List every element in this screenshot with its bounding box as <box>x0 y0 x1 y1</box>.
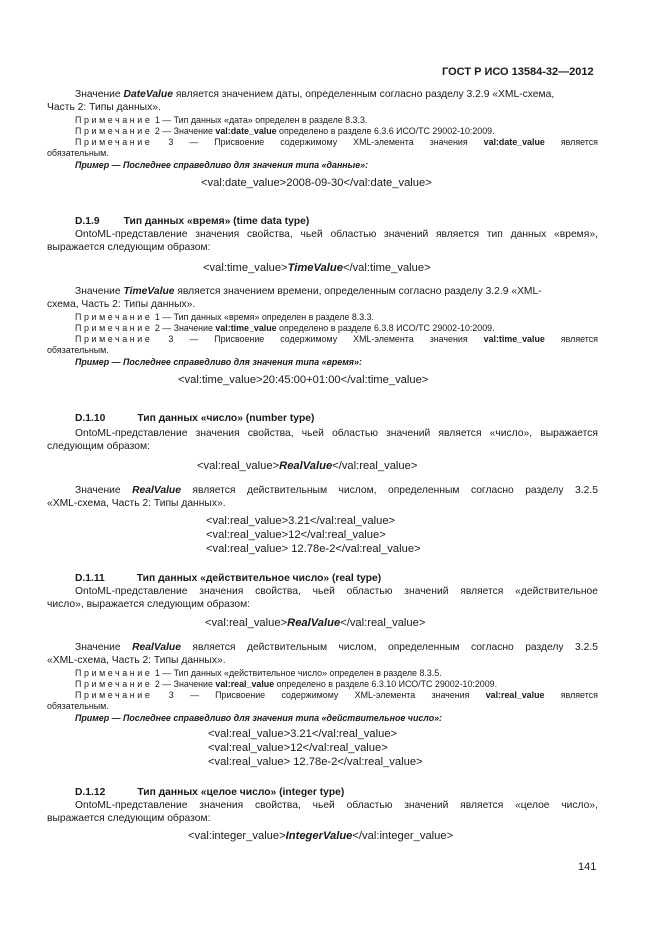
paragraph: OntoML-представление значения свойства, чьей областью значений является тип данных «время», <box>75 229 598 240</box>
paragraph-continuation: схема, Часть 2: Типы данных». <box>47 299 196 310</box>
note-1: Примечание 1 — Тип данных «действительное число» определен в разделе 8.3.5. <box>75 668 442 678</box>
paragraph-datevalue: Значение DateValue является значением даты, определенным согласно разделу 3.2.9 «XML-схема, <box>75 89 555 100</box>
term-realvalue: RealValue <box>132 642 181 653</box>
page-number: 141 <box>578 861 597 873</box>
example-label: Пример — Последнее справедливо для значения типа «время»: <box>75 357 362 367</box>
note-2: Примечание 2 — Значение val:time_value определено в разделе 6.3.8 ИСО/ТС 29002-10:2009. <box>75 323 495 333</box>
paragraph-timevalue: Значение TimeValue является значением времени, определенным согласно разделу 3.2.9 «XML- <box>75 286 542 297</box>
code-example-3: <val:real_value> 12.78e-2</val:real_value> <box>206 543 421 555</box>
note-2: Примечание 2 — Значение val:real_value определено в разделе 6.3.10 ИСО/ТС 29002-10:2009. <box>75 679 498 689</box>
paragraph: OntoML-представление значения свойства, чьей областью значений является «число», выражается <box>75 428 598 439</box>
paragraph-continuation: выражается следующим образом: <box>47 813 211 824</box>
term-datevalue: DateValue <box>123 89 173 100</box>
note-1: Примечание 1 — Тип данных «дата» определен в разделе 8.3.3. <box>75 115 368 125</box>
paragraph-continuation: следующим образом: <box>47 441 150 452</box>
code-example-3: <val:real_value> 12.78e-2</val:real_value> <box>208 756 423 768</box>
paragraph-realvalue: Значение RealValue является действительным числом, определенным согласно разделу 3.2.5 <box>75 485 598 496</box>
paragraph-continuation: выражается следующим образом: <box>47 242 211 253</box>
example-label: Пример — Последнее справедливо для значения типа «действительное число»: <box>75 713 443 723</box>
paragraph-realvalue: Значение RealValue является действительным числом, определенным согласно разделу 3.2.5 <box>75 642 598 653</box>
code-template: <val:integer_value>IntegerValue</val:integer_value> <box>188 830 454 842</box>
code-example-2: <val:real_value>12</val:real_value> <box>206 529 386 541</box>
paragraph: OntoML-представление значения свойства, чьей областью значений является «целое число», <box>75 800 598 811</box>
note-2: Примечание 2 — Значение val:date_value определено в разделе 6.3.6 ИСО/ТС 29002-10:2009. <box>75 126 495 136</box>
term-timevalue: TimeValue <box>123 286 175 297</box>
code-example: <val:time_value>20:45:00+01:00</val:time_value> <box>178 374 429 386</box>
note-3: Примечание 3 — Присвоение содержимому XML-элемента значения val:real_value является <box>75 690 598 700</box>
section-heading: D.1.10 Тип данных «число» (number type) <box>75 413 315 424</box>
paragraph: OntoML-представление значения свойства, чьей областью значений является «действительное <box>75 586 598 597</box>
code-example-2: <val:real_value>12</val:real_value> <box>208 742 388 754</box>
paragraph-continuation: Часть 2: Типы данных». <box>47 102 161 113</box>
code-template: <val:time_value>TimeValue</val:time_value> <box>203 262 431 274</box>
note-3: Примечание 3 — Присвоение содержимому XML-элемента значения val:time_value является <box>75 334 598 344</box>
paragraph-continuation: «XML-схема, Часть 2: Типы данных». <box>47 655 226 666</box>
paragraph-continuation: число», выражается следующим образом: <box>47 599 251 610</box>
term-realvalue: RealValue <box>132 485 181 496</box>
note-3: Примечание 3 — Присвоение содержимому XML-элемента значения val:date_value является <box>75 137 598 147</box>
example-label: Пример — Последнее справедливо для значения типа «данные»: <box>75 160 369 170</box>
code-example-1: <val:real_value>3.21</val:real_value> <box>206 515 396 527</box>
code-example-1: <val:real_value>3.21</val:real_value> <box>208 728 398 740</box>
document-header: ГОСТ Р ИСО 13584-32—2012 <box>442 66 594 78</box>
code-template: <val:real_value>RealValue</val:real_value> <box>205 617 426 629</box>
note-3-continuation: обязательным. <box>47 345 109 355</box>
note-1: Примечание 1 — Тип данных «время» определен в разделе 8.3.3. <box>75 312 375 322</box>
section-heading: D.1.9 Тип данных «время» (time data type) <box>75 216 310 227</box>
paragraph-continuation: «XML-схема, Часть 2: Типы данных». <box>47 498 226 509</box>
note-3-continuation: обязательным. <box>47 148 109 158</box>
code-template: <val:real_value>RealValue</val:real_value> <box>197 460 418 472</box>
note-3-continuation: обязательным. <box>47 701 109 711</box>
section-heading: D.1.12 Тип данных «целое число» (integer type) <box>75 787 345 798</box>
code-example: <val:date_value>2008-09-30</val:date_value> <box>201 177 432 189</box>
section-heading: D.1.11 Тип данных «действительное число» (real type) <box>75 573 382 584</box>
